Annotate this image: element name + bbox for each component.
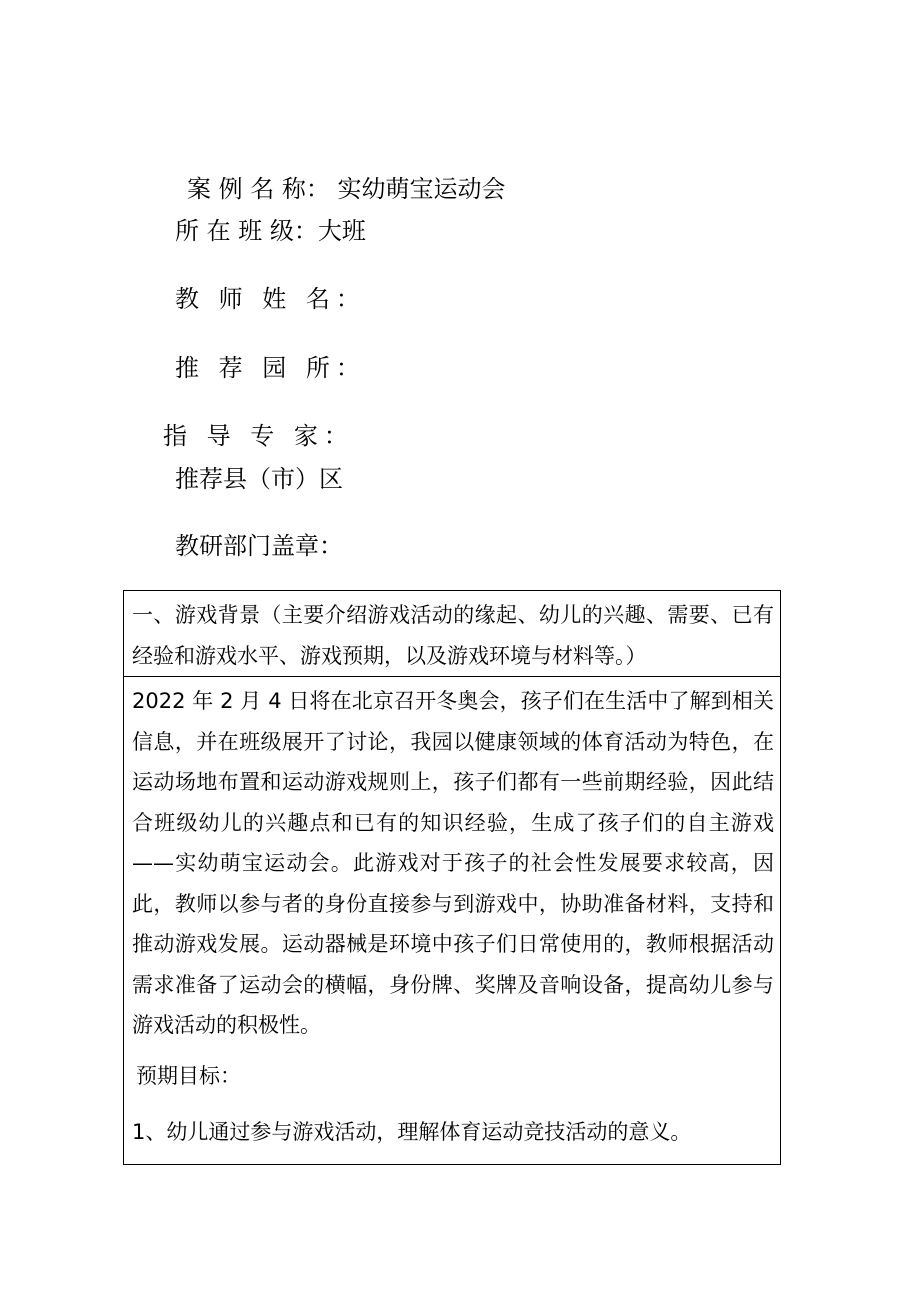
background-paragraph: 2022 年 2 月 4 日将在北京召开冬奥会，孩子们在生活中了解到相关信息，并在班级展开了讨论，我园以健康领域的体育活动为特色，在运动场地布置和运动游戏规则上，孩子们都有一些前期经验，因此结合班级幼儿的兴趣点和已有的知识经验，生成了孩子们的自主游戏——实幼萌宝运动会。此游戏对于孩子的社会性发展要求较高，因此，教师以参与者的身份直接参与到游戏中，协助准备材料，支持和推动游戏发展。运动器械是环境中孩子们日常使用的，教师根据活动需求准备了运动会的横幅，身份牌、奖牌及音响设备，提高幼儿参与游戏活动的积极性。 bbox=[132, 689, 774, 1037]
cover-class: 所 在 班 级：大班 bbox=[175, 217, 366, 245]
cover-school: 推 荐 园 所： bbox=[175, 354, 366, 382]
table-header-text: 一、游戏背景（主要介绍游戏活动的缘起、幼儿的兴趣、需要、已有经验和游戏水平、游戏预期，以及游戏环境与材料等。） bbox=[132, 603, 774, 668]
cover-case-name: 案 例 名 称： 实幼萌宝运动会 bbox=[187, 175, 506, 203]
cover-teacher: 教 师 姓 名： bbox=[175, 285, 366, 313]
table-header-row bbox=[124, 591, 780, 677]
goals-label: 预期目标： bbox=[136, 1064, 241, 1088]
background-table bbox=[123, 590, 781, 1165]
goal-item-1: 1、幼儿通过参与游戏活动，理解体育运动竞技活动的意义。 bbox=[132, 1120, 692, 1144]
cover-county: 推荐县（市）区 bbox=[175, 465, 343, 493]
cover-expert: 指 导 专 家： bbox=[163, 422, 354, 450]
cover-stamp: 教研部门盖章： bbox=[175, 532, 343, 560]
